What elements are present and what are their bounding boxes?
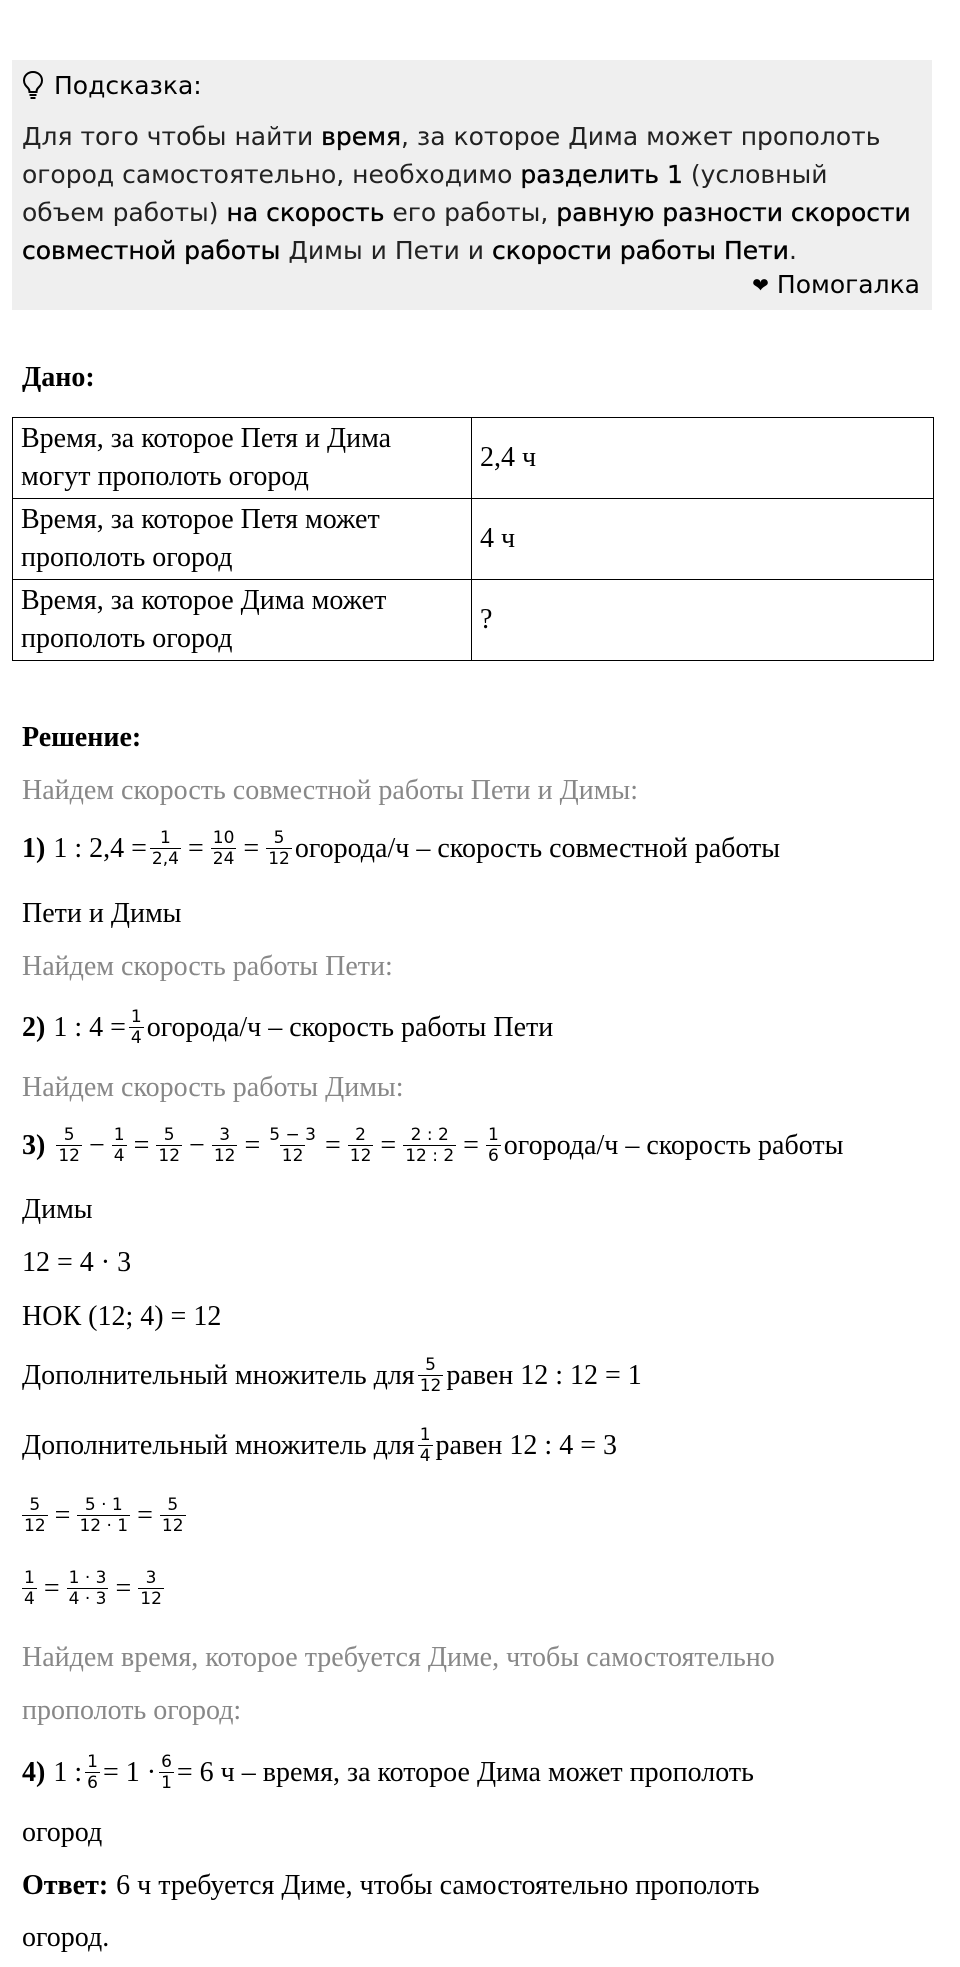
table-row xyxy=(13,499,934,580)
answer-label: Ответ: xyxy=(22,1870,109,1901)
expression: 1 : 4 = xyxy=(53,1011,126,1043)
answer-text: 6 ч требуется Диме, чтобы самостоятельно прополоть xyxy=(116,1870,760,1901)
step-text: огорода/ч – скорость совместной работы xyxy=(294,832,781,864)
helper-label: Помогалка xyxy=(776,270,920,299)
multiplier-line-2: Дополнительный множитель для $\frac{1}{4}$ равен 12 : 4 = 3 xyxy=(22,1425,617,1466)
fraction: $\frac{5}{12}$ xyxy=(24,1495,46,1536)
fraction: $\frac{1}{4}$ xyxy=(419,1425,431,1466)
fraction: $\frac{1}{2,4}$ xyxy=(151,828,179,869)
heart-icon: ❤ xyxy=(752,272,769,297)
lightbulb-icon xyxy=(22,70,44,100)
fraction: $\frac{2 : 2}{12 : 2}$ xyxy=(405,1125,455,1166)
lcm-line: НОК (12; 4) = 12 xyxy=(22,1301,222,1332)
comment-2: Найдем скорость работы Пети: xyxy=(22,951,393,982)
step-text: огорода/ч – скорость работы Пети xyxy=(146,1011,554,1043)
helper-link[interactable] xyxy=(752,270,920,299)
table-cell-value: ? xyxy=(472,580,934,661)
table-cell-value: 4 ч xyxy=(472,499,934,580)
fraction: $\frac{5}{12}$ xyxy=(268,828,290,869)
factorization-line: 12 = 4 · 3 xyxy=(22,1247,132,1278)
conversion-line-1: $\frac{5}{12}$ = $\frac{5 \cdot 1}{12 \cdot 1}$ = $\frac{5}{12}$ xyxy=(24,1495,184,1536)
step-4: 4) 1 : $\frac{1}{6}$ = 1 · $\frac{6}{1}$ = 6 ч – время, за которое Дима может прополоть xyxy=(22,1752,754,1793)
step-1: 1) 1 : 2,4 = $\frac{1}{2,4}$ = $\frac{10}{24}$ = $\frac{5}{12}$ огорода/ч – скорость совместной работы xyxy=(22,828,781,869)
fraction: $\frac{10}{24}$ xyxy=(212,828,235,869)
comment-1: Найдем скорость совместной работы Пети и Димы: xyxy=(22,775,639,806)
answer-line xyxy=(22,1870,759,1902)
fraction: $\frac{1}{4}$ xyxy=(24,1568,35,1609)
comment-4-continued: прополоть огород: xyxy=(22,1695,242,1726)
solution-title: Решение: xyxy=(22,722,142,753)
fraction: $\frac{5}{12}$ xyxy=(161,1495,184,1536)
step-3-continued: Димы xyxy=(22,1194,93,1225)
expression: 1 : 2,4 = xyxy=(53,832,147,864)
table-row xyxy=(13,418,934,499)
step-3: 3) $\frac{5}{12}$ − $\frac{1}{4}$ = $\frac{5}{12}$ − $\frac{3}{12}$ = $\frac{5 - 3}{12}$ = $\frac{2}{12}$ = $\frac{2 : 2}{12 : 2}$ = $\frac{1}{6}$ огорода/ч – скорость работы xyxy=(22,1125,844,1166)
step-number: 1) xyxy=(22,832,46,864)
comment-4: Найдем время, которое требуется Диме, чтобы самостоятельно xyxy=(22,1642,775,1673)
given-table xyxy=(12,417,934,661)
multiplier-line-1: Дополнительный множитель для $\frac{5}{12}$ равен 12 : 12 = 1 xyxy=(22,1355,642,1396)
fraction: $\frac{1}{6}$ xyxy=(487,1125,499,1166)
hint-header xyxy=(22,68,202,102)
hint-title: Подсказка: xyxy=(54,70,202,100)
table-cell-label: Время, за которое Петя может прополоть огород xyxy=(13,499,472,580)
step-2 xyxy=(22,1007,553,1048)
fraction: $\frac{5 \cdot 1}{12 \cdot 1}$ xyxy=(79,1495,129,1536)
table-cell-label: Время, за которое Дима может прополоть огород xyxy=(13,580,472,661)
table-row xyxy=(13,580,934,661)
step-text: огорода/ч – скорость работы xyxy=(503,1129,844,1161)
answer-continued: огород. xyxy=(22,1922,110,1953)
fraction: $\frac{3}{12}$ xyxy=(140,1568,162,1609)
fraction: $\frac{2}{12}$ xyxy=(349,1125,372,1166)
fraction: $\frac{1 \cdot 3}{4 \cdot 3}$ xyxy=(68,1568,107,1609)
step-1-continued: Пети и Димы xyxy=(22,898,182,929)
fraction: $\frac{3}{12}$ xyxy=(213,1125,236,1166)
hint-text: Для того чтобы найти время, за которое Дима может прополоть огород самостоятельно, необходимо разделить 1 (условный объем работы) на скорость его работы, равную разности скорости совместной работы Димы и Пети и скорости работы Пети. xyxy=(22,122,911,265)
fraction: $\frac{1}{4}$ xyxy=(113,1125,125,1166)
fraction: $\frac{5}{12}$ xyxy=(158,1125,181,1166)
step-text: = 6 ч – время, за которое Дима может прополоть xyxy=(176,1756,754,1788)
fraction: $\frac{5}{12}$ xyxy=(419,1355,442,1396)
conversion-line-2: $\frac{1}{4}$ = $\frac{1 \cdot 3}{4 \cdot 3}$ = $\frac{3}{12}$ xyxy=(24,1568,162,1609)
table-cell-value: 2,4 ч xyxy=(472,418,934,499)
fraction: $\frac{1}{4}$ xyxy=(130,1007,142,1048)
step-number: 2) xyxy=(22,1011,46,1043)
fraction: $\frac{5 - 3}{12}$ xyxy=(269,1125,316,1166)
given-title: Дано: xyxy=(22,362,95,393)
fraction: $\frac{1}{6}$ xyxy=(87,1752,98,1793)
fraction: $\frac{6}{1}$ xyxy=(161,1752,172,1793)
comment-3: Найдем скорость работы Димы: xyxy=(22,1072,404,1103)
hint-box xyxy=(12,60,932,310)
step-4-continued: огород xyxy=(22,1817,103,1848)
fraction: $\frac{5}{12}$ xyxy=(58,1125,80,1166)
step-number: 3) xyxy=(22,1129,46,1161)
table-cell-label: Время, за которое Петя и Дима могут прополоть огород xyxy=(13,418,472,499)
step-number: 4) xyxy=(22,1756,46,1788)
